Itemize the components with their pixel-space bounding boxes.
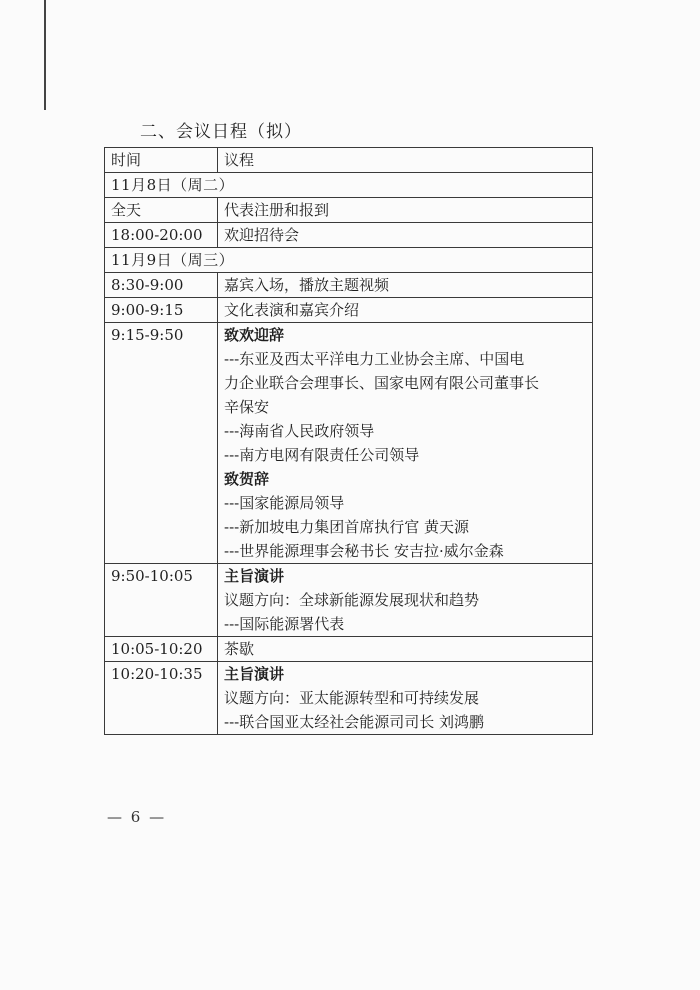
table-row (105, 564, 593, 637)
table-row (105, 662, 593, 735)
speaker-line: ---东亚及西太平洋电力工业协会主席、中国电 (224, 350, 525, 368)
agenda-cell-keynote (218, 564, 593, 637)
keynote-topic: 议题方向：全球新能源发展现状和趋势 (224, 591, 480, 609)
time-cell: 8:30-9:00 (105, 273, 218, 298)
speaker-line: ---新加坡电力集团首席执行官 黄天源 (224, 518, 469, 536)
agenda-cell: 欢迎招待会 (218, 223, 593, 248)
day-label-nov9: 11月9日（周三） (105, 248, 593, 273)
day-label-nov8: 11月8日（周二） (105, 173, 593, 198)
welcome-speech-title: 致欢迎辞 (224, 326, 285, 344)
keynote-topic: 议题方向：亚太能源转型和可持续发展 (224, 689, 480, 707)
header-agenda: 议程 (218, 148, 593, 173)
table-row (105, 273, 593, 298)
speaker-line: ---国家能源局领导 (224, 494, 345, 512)
agenda-cell: 代表注册和报到 (218, 198, 593, 223)
agenda-table (104, 147, 593, 735)
section-title: 二、会议日程（拟） (140, 122, 302, 142)
table-row (105, 637, 593, 662)
speaker-line: ---联合国亚太经社会能源司司长 刘鸿鹏 (224, 713, 484, 731)
tea-break-cell: 茶歇 (218, 637, 593, 662)
time-cell: 18:00-20:00 (105, 223, 218, 248)
day-row (105, 173, 593, 198)
speaker-line: ---国际能源署代表 (224, 615, 345, 633)
table-row (105, 223, 593, 248)
agenda-cell-welcome (218, 323, 593, 564)
speaker-line: 辛保安 (224, 398, 270, 416)
agenda-cell: 文化表演和嘉宾介绍 (218, 298, 593, 323)
day-row (105, 248, 593, 273)
speaker-line: ---南方电网有限责任公司领导 (224, 446, 420, 464)
margin-rule (44, 0, 46, 110)
time-cell: 10:05-10:20 (105, 637, 218, 662)
agenda-cell-keynote (218, 662, 593, 735)
table-row (105, 323, 593, 564)
time-cell: 9:15-9:50 (105, 323, 218, 564)
speaker-line: 力企业联合会理事长、国家电网有限公司董事长 (224, 374, 540, 392)
keynote-title: 主旨演讲 (224, 665, 285, 683)
time-cell: 10:20-10:35 (105, 662, 218, 735)
time-cell: 9:50-10:05 (105, 564, 218, 637)
agenda-cell: 嘉宾入场，播放主题视频 (218, 273, 593, 298)
table-row (105, 298, 593, 323)
keynote-title: 主旨演讲 (224, 567, 285, 585)
table-row (105, 198, 593, 223)
table-header-row (105, 148, 593, 173)
speaker-line: ---海南省人民政府领导 (224, 422, 375, 440)
page-number: — 6 — (107, 808, 167, 826)
time-cell: 全天 (105, 198, 218, 223)
header-time: 时间 (105, 148, 218, 173)
time-cell: 9:00-9:15 (105, 298, 218, 323)
speaker-line: ---世界能源理事会秘书长 安吉拉·威尔金森 (224, 542, 504, 560)
congrats-speech-title: 致贺辞 (224, 470, 270, 488)
